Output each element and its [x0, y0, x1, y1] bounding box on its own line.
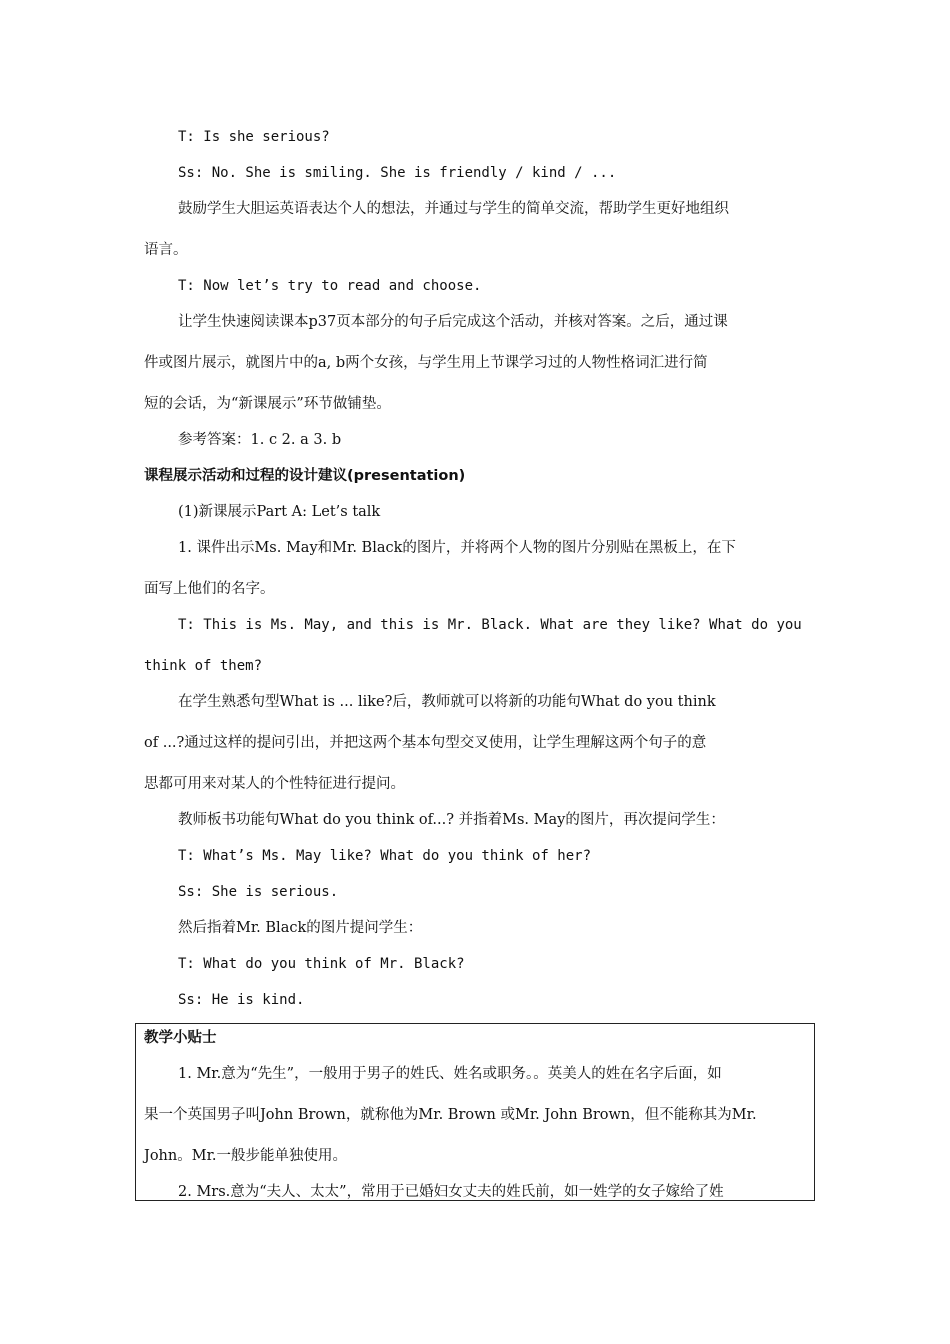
tip-line: 2. Mrs.意为“夫人、太太”，常用于已婚妇女丈夫的姓氏前，如一姓学的女子嫁给了姓	[178, 1184, 724, 1200]
text-line: 鼓励学生大胆运英语表达个人的想法，并通过与学生的简单交流，帮助学生更好地组织	[178, 201, 729, 217]
section-heading: 课程展示活动和过程的设计建议(presentation)	[144, 468, 466, 484]
text-line: T: This is Ms. May, and this is Mr. Black. What are they like? What do you	[178, 617, 802, 633]
text-line: T: Is she serious?	[178, 129, 330, 145]
text-line: 然后指着Mr. Black的图片提问学生：	[178, 920, 423, 936]
text-line: 语言。	[144, 242, 188, 258]
text-line: 面写上他们的名字。	[144, 581, 275, 597]
text-line: 教师板书功能句What do you think of...? 并指着Ms. May的图片，再次提问学生：	[178, 812, 725, 828]
text-line: Ss: She is serious.	[178, 884, 339, 900]
text-line: T: What’s Ms. May like? What do you think of her?	[178, 848, 592, 864]
text-line: Ss: He is kind.	[178, 992, 305, 1008]
text-line: 在学生熟悉句型What is ... like?后，教师就可以将新的功能句What do you think	[178, 694, 716, 710]
text-line: of ...?通过这样的提问引出，并把这两个基本句型交叉使用，让学生理解这两个句子的意	[144, 735, 707, 751]
text-line: 件或图片展示，就图片中的a, b两个女孩，与学生用上节课学习过的人物性格词汇进行简	[144, 355, 708, 371]
tip-line: John。Mr.一般步能单独使用。	[144, 1148, 348, 1164]
text-line: think of them?	[144, 658, 263, 674]
tip-box-title: 教学小贴士	[144, 1030, 217, 1046]
text-line: T: What do you think of Mr. Black?	[178, 956, 465, 972]
subsection-heading: (1)新课展示Part A: Let’s talk	[178, 504, 381, 520]
text-line: 短的会话，为“新课展示”环节做铺垫。	[144, 396, 391, 412]
tip-line: 1. Mr.意为“先生”，一般用于男子的姓氏、姓名或职务。。英美人的姓在名字后面，如	[178, 1066, 722, 1082]
text-line: T: Now let’s try to read and choose.	[178, 278, 482, 294]
text-line: 1. 课件出示Ms. May和Mr. Black的图片，并将两个人物的图片分别贴在黑板上，在下	[178, 540, 736, 556]
text-line: Ss: No. She is smiling. She is friendly / kind / ...	[178, 165, 617, 181]
text-line: 思都可用来对某人的个性特征进行提问。	[144, 776, 405, 792]
text-line: 参考答案：1. c 2. a 3. b	[178, 432, 342, 448]
tip-line: 果一个英国男子叫John Brown，就称他为Mr. Brown 或Mr. John Brown，但不能称其为Mr.	[144, 1107, 757, 1123]
text-line: 让学生快速阅读课本p37页本部分的句子后完成这个活动，并核对答案。之后，通过课	[178, 314, 728, 330]
